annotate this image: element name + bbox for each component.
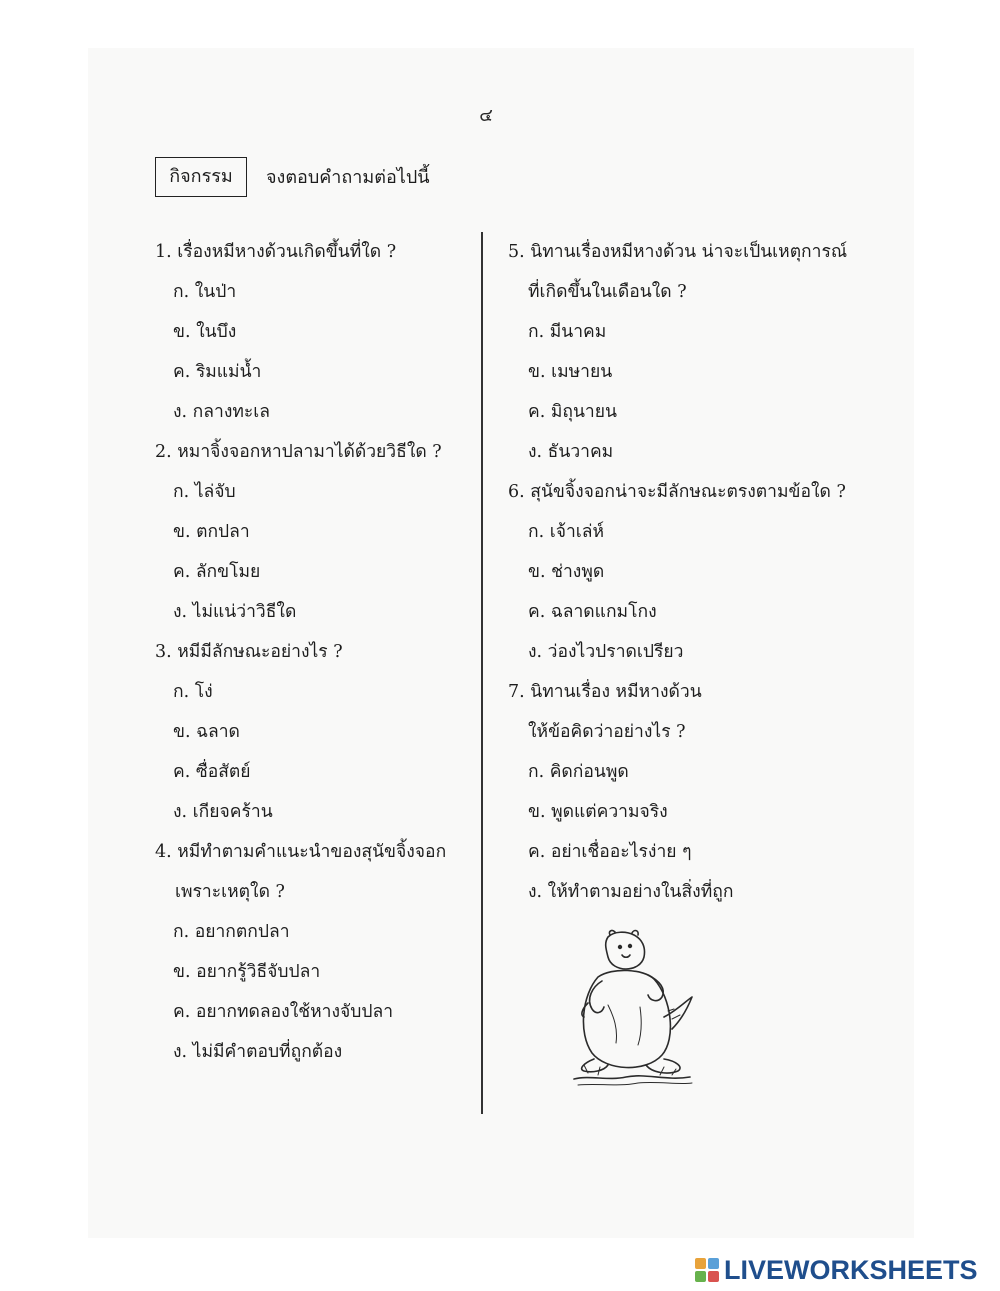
question-text: 5. นิทานเรื่องหมีหางด้วน น่าจะเป็นเหตุการณ์	[508, 242, 848, 262]
question-7	[508, 680, 868, 920]
question-text-continued: เพราะเหตุใด ?	[175, 882, 285, 902]
answer-option[interactable]: ง. ไม่แน่ว่าวิธีใด	[173, 602, 297, 622]
answer-option[interactable]: ก. คิดก่อนพูด	[528, 762, 629, 782]
answer-option[interactable]: ค. ซื่อสัตย์	[173, 762, 251, 782]
answer-option[interactable]: ง. ให้ทำตามอย่างในสิ่งที่ถูก	[528, 882, 734, 902]
logo-square	[708, 1271, 719, 1282]
answer-option[interactable]: ค. ริมแม่น้ำ	[173, 362, 262, 382]
question-4	[155, 840, 473, 1080]
question-text: 7. นิทานเรื่อง หมีหางด้วน	[508, 682, 702, 702]
column-divider	[481, 232, 483, 1114]
answer-option[interactable]: ง. ไม่มีคำตอบที่ถูกต้อง	[173, 1042, 343, 1062]
page-number: ๔	[479, 105, 493, 126]
answer-option[interactable]: ข. ช่างพูด	[528, 562, 605, 582]
answer-option[interactable]: ก. มีนาคม	[528, 322, 607, 342]
answer-option[interactable]: ค. ฉลาดแกมโกง	[528, 602, 657, 622]
activity-label-box: กิจกรรม	[155, 157, 247, 197]
question-text: 2. หมาจิ้งจอกหาปลามาได้ด้วยวิธีใด ?	[155, 442, 442, 462]
answer-option[interactable]: ค. มิถุนายน	[528, 402, 617, 422]
liveworksheets-branding[interactable]	[694, 1253, 978, 1287]
logo-square	[695, 1258, 706, 1269]
answer-option[interactable]: ค. อยากทดลองใช้หางจับปลา	[173, 1002, 394, 1022]
question-text-continued: ให้ข้อคิดว่าอย่างไร ?	[528, 722, 686, 742]
answer-option[interactable]: ข. ฉลาด	[173, 722, 240, 742]
right-column	[508, 240, 868, 920]
answer-option[interactable]: ง. กลางทะเล	[173, 402, 271, 422]
answer-option[interactable]: ก. โง่	[173, 682, 213, 702]
answer-option[interactable]: ข. เมษายน	[528, 362, 613, 382]
answer-option[interactable]: ง. ธันวาคม	[528, 442, 614, 462]
question-3	[155, 640, 473, 840]
answer-option[interactable]: ข. พูดแต่ความจริง	[528, 802, 668, 822]
answer-option[interactable]: ค. ลักขโมย	[173, 562, 261, 582]
logo-square	[708, 1258, 719, 1269]
answer-option[interactable]: ข. ตกปลา	[173, 522, 250, 542]
left-column	[155, 240, 473, 1080]
answer-option[interactable]: ง. เกียจคร้าน	[173, 802, 273, 822]
answer-option[interactable]: ง. ว่องไวปราดเปรียว	[528, 642, 684, 662]
answer-option[interactable]: ก. ในป่า	[173, 282, 237, 302]
question-text-continued: ที่เกิดขึ้นในเดือนใด ?	[528, 282, 687, 302]
brand-text: LIVEWORKSHEETS	[724, 1255, 978, 1285]
question-text: 6. สุนัขจิ้งจอกน่าจะมีลักษณะตรงตามข้อใด ?	[508, 482, 846, 502]
instruction-text: จงตอบคำถามต่อไปนี้	[266, 167, 430, 188]
question-6	[508, 480, 868, 680]
answer-option[interactable]: ก. ไล่จับ	[173, 482, 236, 502]
answer-option[interactable]: ข. อยากรู้วิธีจับปลา	[173, 962, 321, 982]
liveworksheets-logo-icon	[694, 1257, 720, 1283]
question-text: 3. หมีมีลักษณะอย่างไร ?	[155, 642, 343, 662]
question-2	[155, 440, 473, 640]
answer-option[interactable]: ก. เจ้าเล่ห์	[528, 522, 605, 542]
logo-square	[695, 1271, 706, 1282]
question-5	[508, 240, 868, 480]
question-1	[155, 240, 473, 440]
answer-option[interactable]: ค. อย่าเชื่ออะไรง่าย ๆ	[528, 842, 692, 862]
question-text: 1. เรื่องหมีหางด้วนเกิดขึ้นที่ใด ?	[155, 242, 397, 262]
answer-option[interactable]: ก. อยากตกปลา	[173, 922, 290, 942]
bear-illustration-icon	[568, 925, 698, 1090]
question-text: 4. หมีทำตามคำแนะนำของสุนัขจิ้งจอก	[155, 842, 447, 862]
answer-option[interactable]: ข. ในบึง	[173, 322, 237, 342]
